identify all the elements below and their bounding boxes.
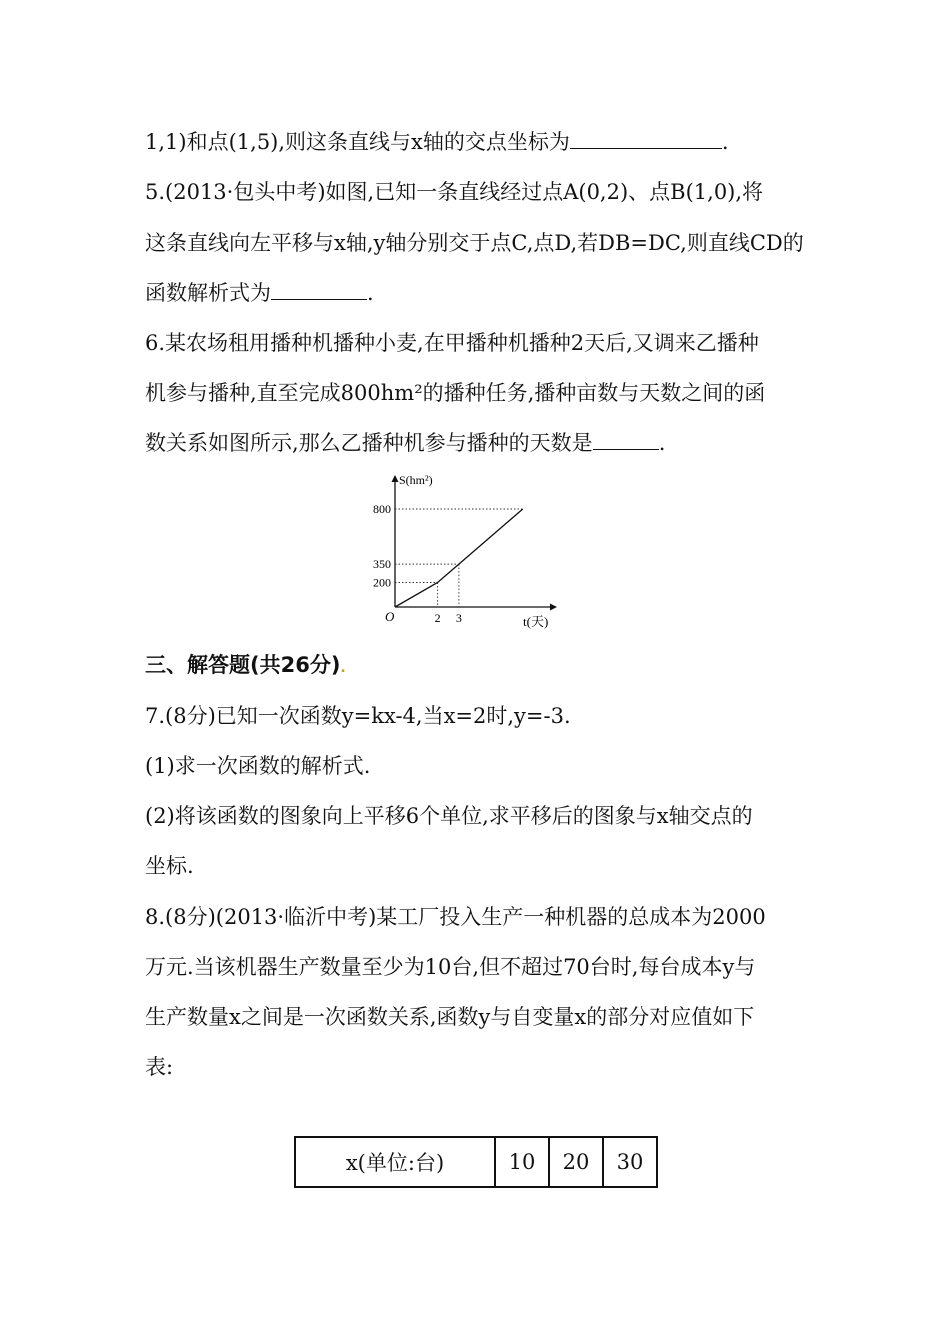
q5-answer-blank bbox=[271, 281, 367, 300]
section-3-heading bbox=[145, 651, 346, 682]
q8-line-2: 万元.当该机器生产数量至少为10台,但不超过70台时,每台成本y与 bbox=[145, 955, 756, 979]
section-3-mark: . bbox=[340, 660, 346, 676]
table-header-cell: x(单位:台) bbox=[295, 1137, 495, 1187]
q5-end: . bbox=[367, 281, 374, 305]
x-axis-label: t(天) bbox=[523, 614, 549, 629]
y-tick-label: 350 bbox=[373, 557, 391, 572]
q7-line-1: 7.(8分)已知一次函数y=kx-4,当x=2时,y=-3. bbox=[145, 704, 571, 728]
q5-text: 函数解析式为 bbox=[145, 281, 271, 305]
q4-answer-blank bbox=[570, 130, 722, 149]
q6-line-2: 机参与播种,直至完成800hm²的播种任务,播种亩数与天数之间的函 bbox=[145, 381, 766, 405]
y-tick-labels bbox=[373, 502, 391, 590]
y-tick-label: 800 bbox=[373, 502, 391, 516]
x-tick-labels bbox=[435, 611, 462, 625]
q5-line-3 bbox=[145, 279, 374, 307]
sowing-area-chart bbox=[360, 468, 570, 636]
dotted-guides bbox=[395, 509, 523, 607]
q7-part-2-cont: 坐标. bbox=[145, 854, 194, 878]
q7-part-2: (2)将该函数的图象向上平移6个单位,求平移后的图象与x轴交点的 bbox=[145, 804, 753, 828]
origin-label: O bbox=[385, 609, 395, 624]
q6-line-3 bbox=[145, 429, 665, 457]
q6-text: 数关系如图所示,那么乙播种机参与播种的天数是 bbox=[145, 431, 593, 455]
q5-line-2: 这条直线向左平移与x轴,y轴分别交于点C,点D,若DB=DC,则直线CD的 bbox=[145, 231, 804, 255]
q4-text: 1,1)和点(1,5),则这条直线与x轴的交点坐标为 bbox=[145, 130, 570, 154]
table-row bbox=[295, 1137, 657, 1187]
table-cell: 20 bbox=[549, 1137, 603, 1187]
q5-line-1: 5.(2013·包头中考)如图,已知一条直线经过点A(0,2)、点B(1,0),将 bbox=[145, 180, 764, 204]
q8-line-3: 生产数量x之间是一次函数关系,函数y与自变量x的部分对应值如下 bbox=[145, 1005, 755, 1029]
q6-end: . bbox=[658, 431, 666, 455]
table-cell: 30 bbox=[603, 1137, 657, 1187]
section-3-title: 三、解答题(共26分) bbox=[145, 653, 341, 677]
q7-part-1: (1)求一次函数的解析式. bbox=[145, 754, 371, 778]
x-axis-arrow bbox=[550, 604, 557, 611]
table-cell: 10 bbox=[495, 1137, 549, 1187]
x-tick-label: 3 bbox=[455, 611, 462, 625]
q4-end: . bbox=[721, 130, 729, 154]
q8-line-1: 8.(8分)(2013·临沂中考)某工厂投入生产一种机器的总成本为2000 bbox=[145, 905, 766, 929]
y-axis-label: S(hm²) bbox=[399, 473, 433, 487]
q6-line-1: 6.某农场租用播种机播种小麦,在甲播种机播种2天后,又调来乙播种 bbox=[145, 331, 759, 355]
q4-continuation bbox=[145, 128, 729, 156]
value-table bbox=[294, 1136, 658, 1188]
y-tick-label: 200 bbox=[373, 575, 391, 590]
q8-line-4: 表: bbox=[145, 1055, 174, 1079]
y-axis-arrow bbox=[392, 475, 399, 482]
q6-answer-blank bbox=[593, 431, 659, 450]
x-tick-label: 2 bbox=[434, 611, 441, 625]
